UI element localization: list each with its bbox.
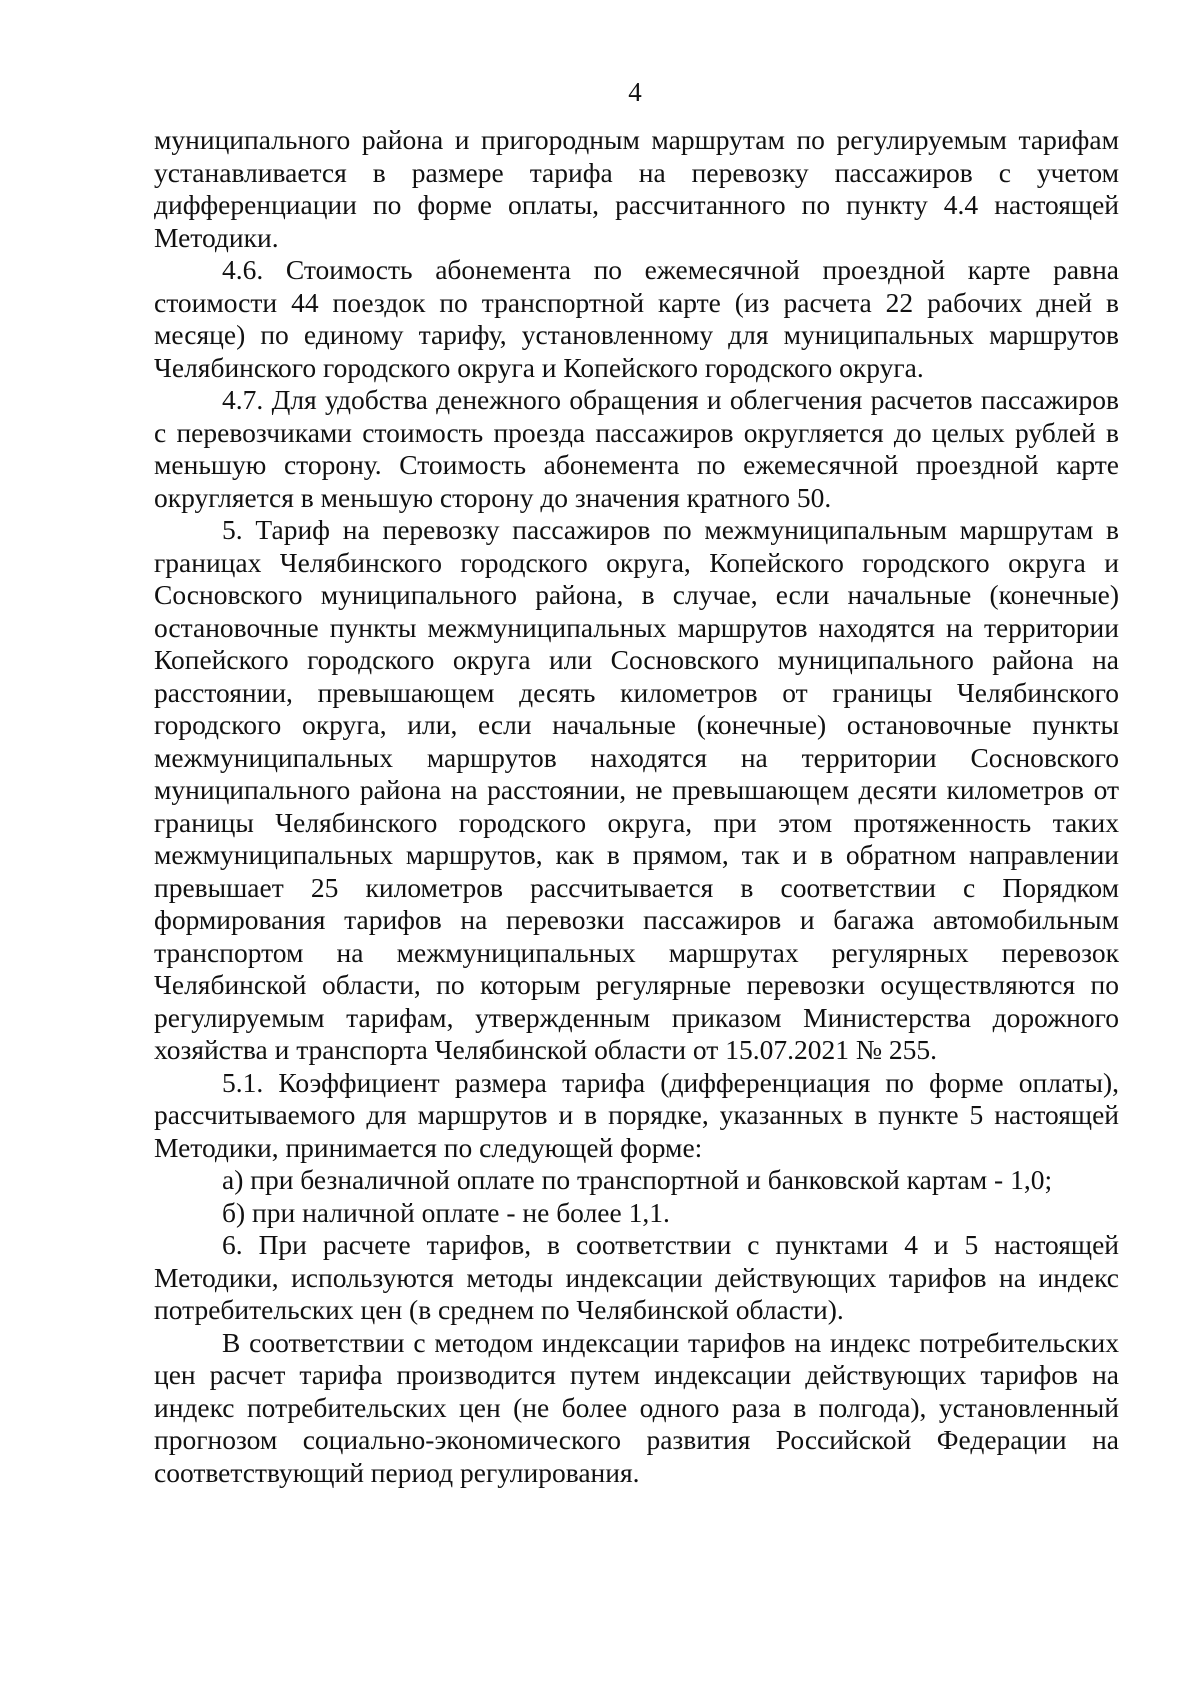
paragraph-clause-5-1: 5.1. Коэффициент размера тарифа (дифференциация по форме оплаты), рассчитываемого для маршрутов и в порядке, указанных в пункте 5 настоящей Методики, принимается по следующей форме: (154, 1066, 1119, 1163)
paragraph-clause-5: 5. Тариф на перевозку пассажиров по межмуниципальным маршрутам в границах Челябинского городского округа, Копейского городского округа и Сосновского муниципального района, в случае, если начальные (конечные) остановочные пункты межмуниципальных маршрутов находятся на территории Копейского городского округа или Сосновского муниципального района на расстоянии, превышающем десять километров от границы Челябинского городского округа, или, если начальные (конечные) остановочные пункты межмуниципальных маршрутов находятся на территории Сосновского муниципального района на расстоянии, не превышающем десяти километров от границы Челябинского городского округа, при этом протяженность таких межмуниципальных маршрутов, как в прямом, так и в обратном направлении превышает 25 километров рассчитывается в соответствии с Порядком формирования тарифов на перевозки пассажиров и багажа автомобильным транспортом на межмуниципальных маршрутах регулярных перевозок Челябинской области, по которым регулярные перевозки осуществляются по регулируемым тарифам, утвержденным приказом Министерства дорожного хозяйства и транспорта Челябинской области от 15.07.2021 № 255. (154, 514, 1119, 1065)
document-body (154, 124, 1119, 1489)
page-number: 4 (628, 77, 642, 107)
paragraph-clause-4-6: 4.6. Стоимость абонемента по ежемесячной проездной карте равна стоимости 44 поездок по транспортной карте (из расчета 22 рабочих дней в месяце) по единому тарифу, установленному для муниципальных маршрутов Челябинского городского округа и Копейского городского округа. (154, 254, 1119, 383)
paragraph-clause-6: 6. При расчете тарифов, в соответствии с пунктами 4 и 5 настоящей Методики, используются методы индексации действующих тарифов на индекс потребительских цен (в среднем по Челябинской области). (154, 1229, 1119, 1325)
paragraph-continuation: муниципального района и пригородным маршрутам по регулируемым тарифам устанавливается в размере тарифа на перевозку пассажиров с учетом дифференциации по форме оплаты, рассчитанного по пункту 4.4 настоящей Методики. (154, 124, 1119, 253)
list-item-a: а) при безналичной оплате по транспортной и банковской картам - 1,0; (222, 1164, 1053, 1195)
paragraph-clause-6-method: В соответствии с методом индексации тарифов на индекс потребительских цен расчет тарифа производится путем индексации действующих тарифов на индекс потребительских цен (не более одного раза в полгода), установленный прогнозом социально-экономического развития Российской Федерации на соответствующий период регулирования. (154, 1326, 1119, 1488)
list-item-b: б) при наличной оплате - не более 1,1. (222, 1196, 670, 1228)
paragraph-clause-4-7: 4.7. Для удобства денежного обращения и облегчения расчетов пассажиров с перевозчиками стоимость проезда пассажиров округляется до целых рублей в меньшую сторону. Стоимость абонемента по ежемесячной проездной карте округляется в меньшую сторону до значения кратного 50. (154, 384, 1119, 513)
